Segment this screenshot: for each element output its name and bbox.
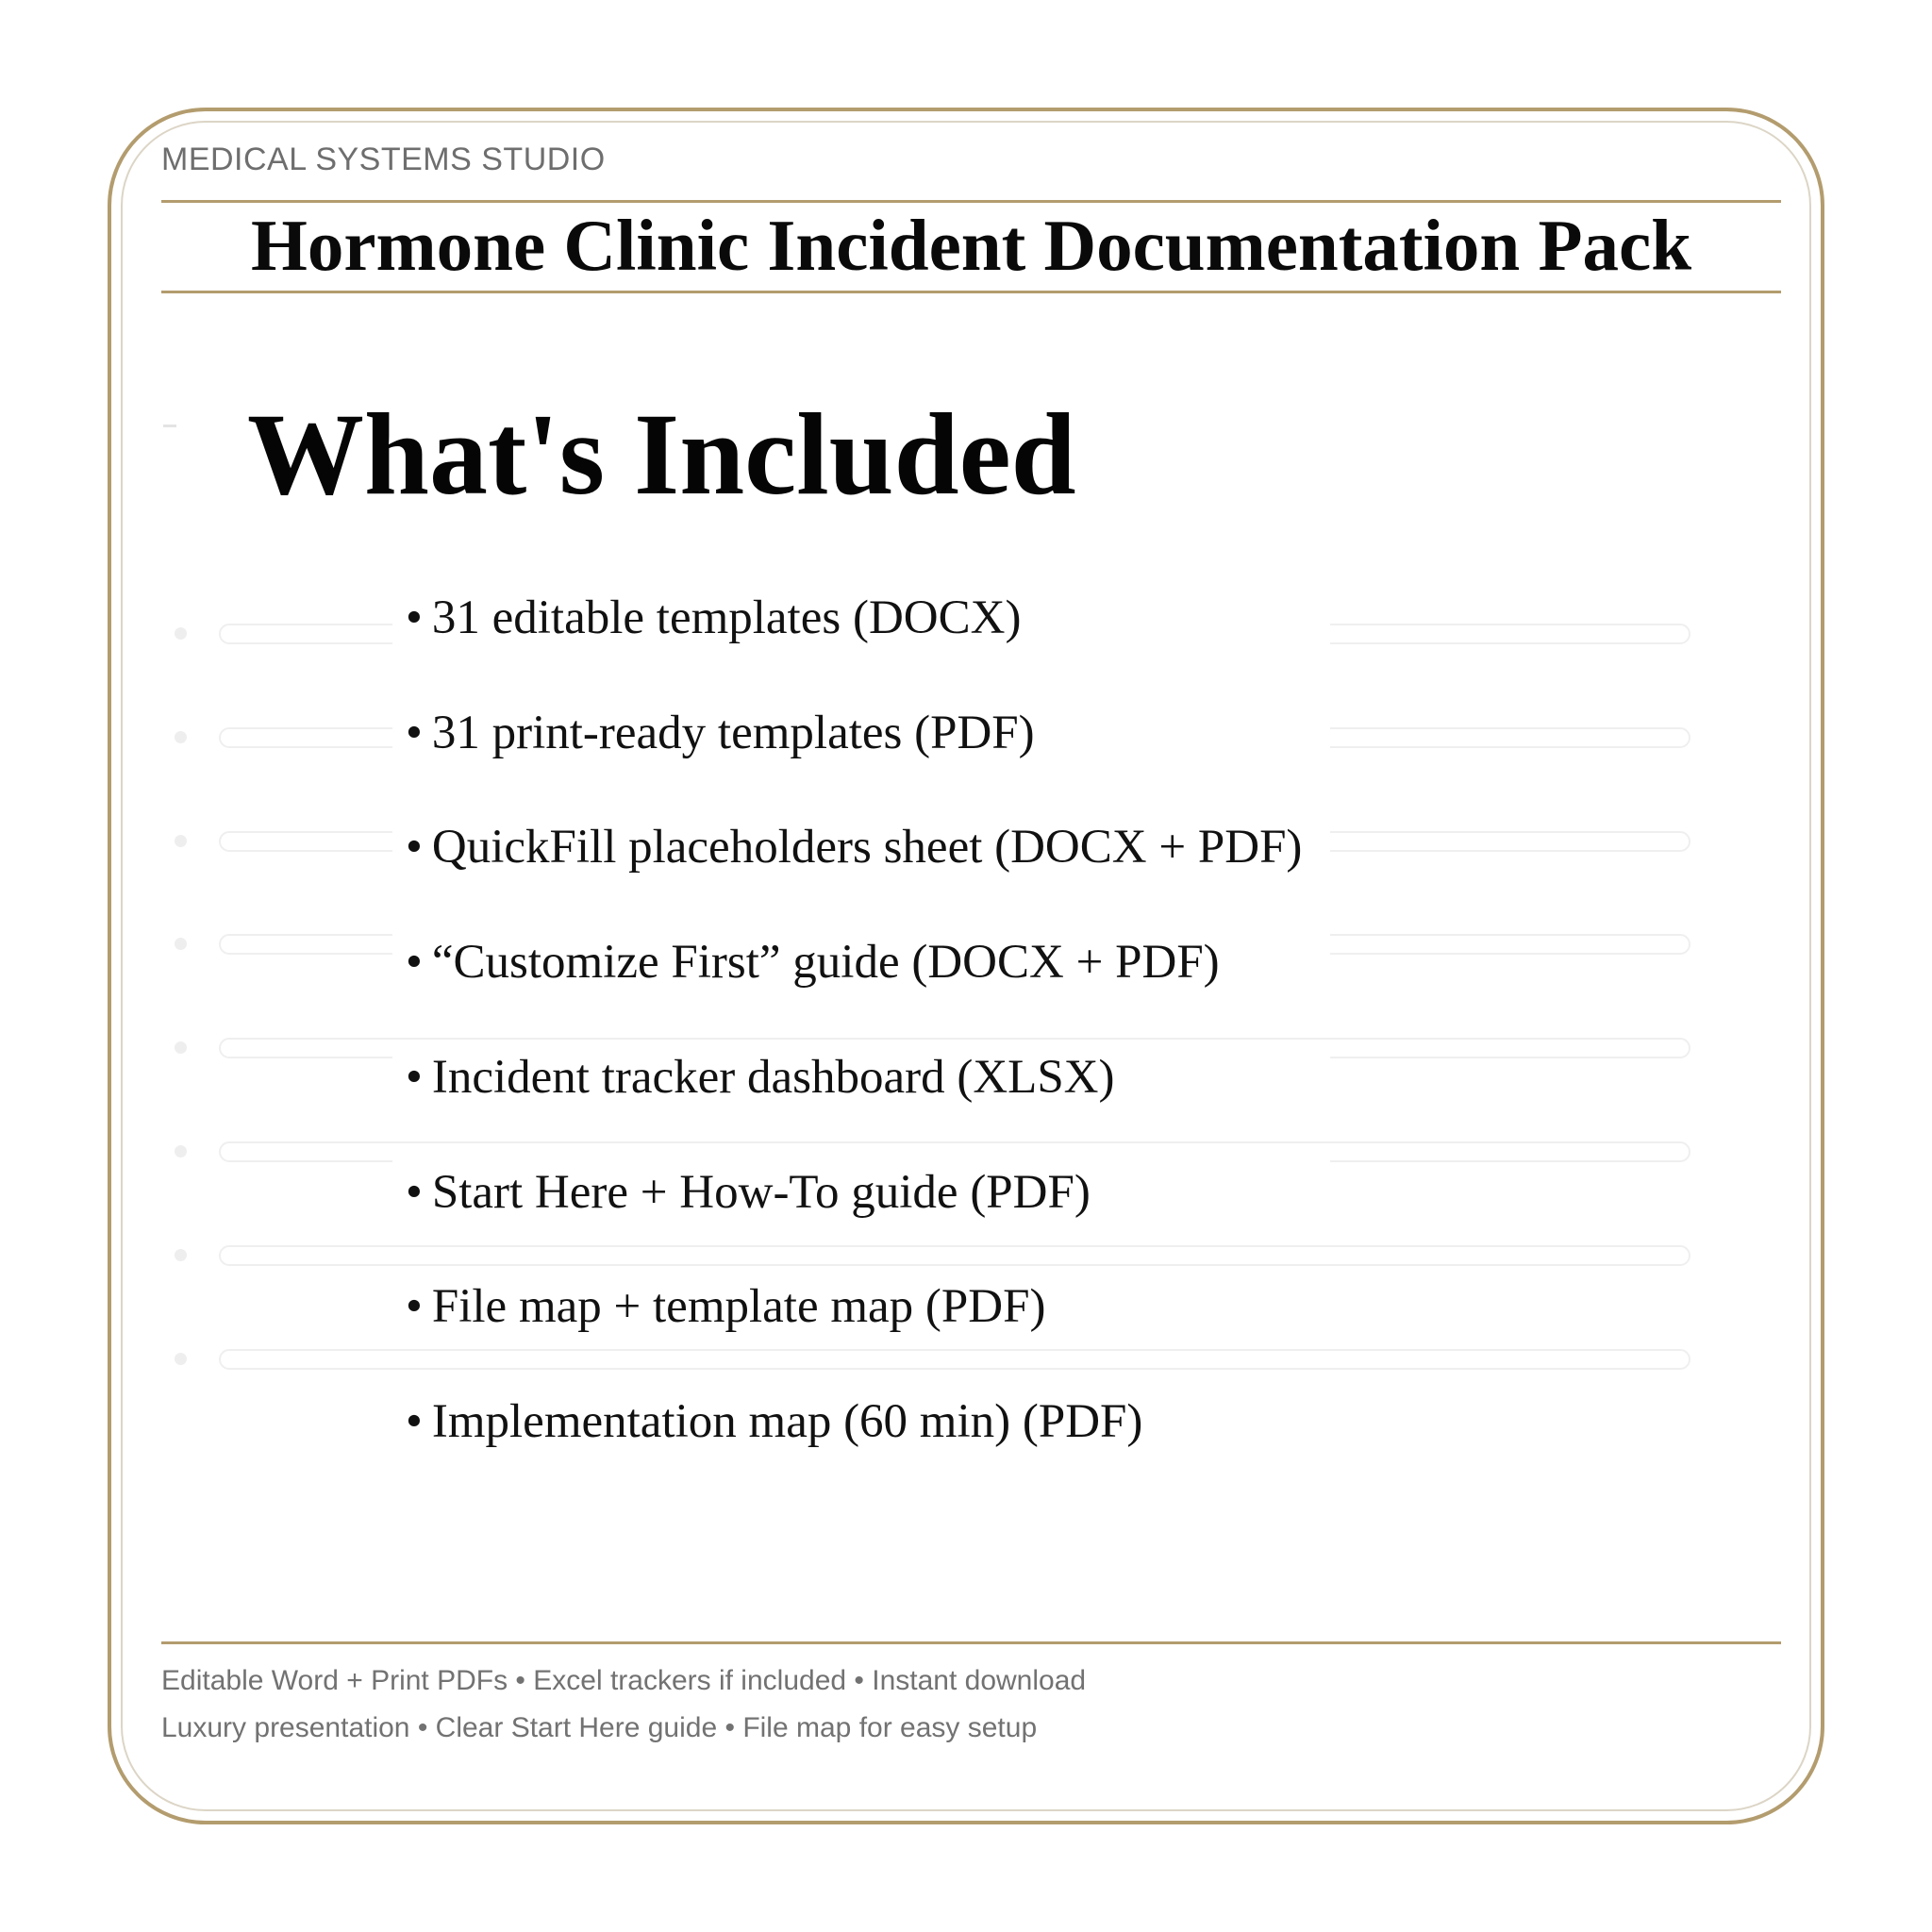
footer-line-1: Editable Word + Print PDFs • Excel trackers if included • Instant download [161,1665,1087,1696]
bullet-icon: • [406,591,423,644]
bullet-icon: • [406,707,423,759]
list-item [392,929,1330,995]
list-item-text: Implementation map (60 min) (PDF) [431,1395,1143,1448]
list-item-text: Incident tracker dashboard (XLSX) [431,1051,1115,1104]
bullet-icon: • [406,1051,423,1104]
bullet-icon: • [406,1166,423,1219]
footer-line-2: Luxury presentation • Clear Start Here guide • File map for easy setup [161,1712,1038,1743]
list-item-text: “Customize First” guide (DOCX + PDF) [431,936,1220,989]
list-item [392,1274,1330,1340]
list-item-text: 31 editable templates (DOCX) [431,591,1022,644]
list-item [392,1389,1330,1455]
brand-label: MEDICAL SYSTEMS STUDIO [161,142,606,177]
list-item-text: File map + template map (PDF) [431,1280,1046,1333]
list-item-text: QuickFill placeholders sheet (DOCX + PDF) [431,821,1303,874]
footer-divider [161,1641,1781,1644]
section-title: What's Included [247,390,1076,519]
bullet-icon: • [406,936,423,989]
list-item [392,585,1330,651]
bullet-icon: • [406,821,423,874]
list-item [392,814,1330,880]
list-item-text: 31 print-ready templates (PDF) [431,707,1035,759]
list-item [392,1044,1330,1110]
bullet-icon: • [406,1395,423,1448]
list-item [392,1159,1330,1225]
pack-title-text: Hormone Clinic Incident Documentation Pack [250,204,1692,286]
list-item [392,700,1330,766]
bullet-icon: • [406,1280,423,1333]
list-item-text: Start Here + How-To guide (PDF) [431,1166,1091,1219]
